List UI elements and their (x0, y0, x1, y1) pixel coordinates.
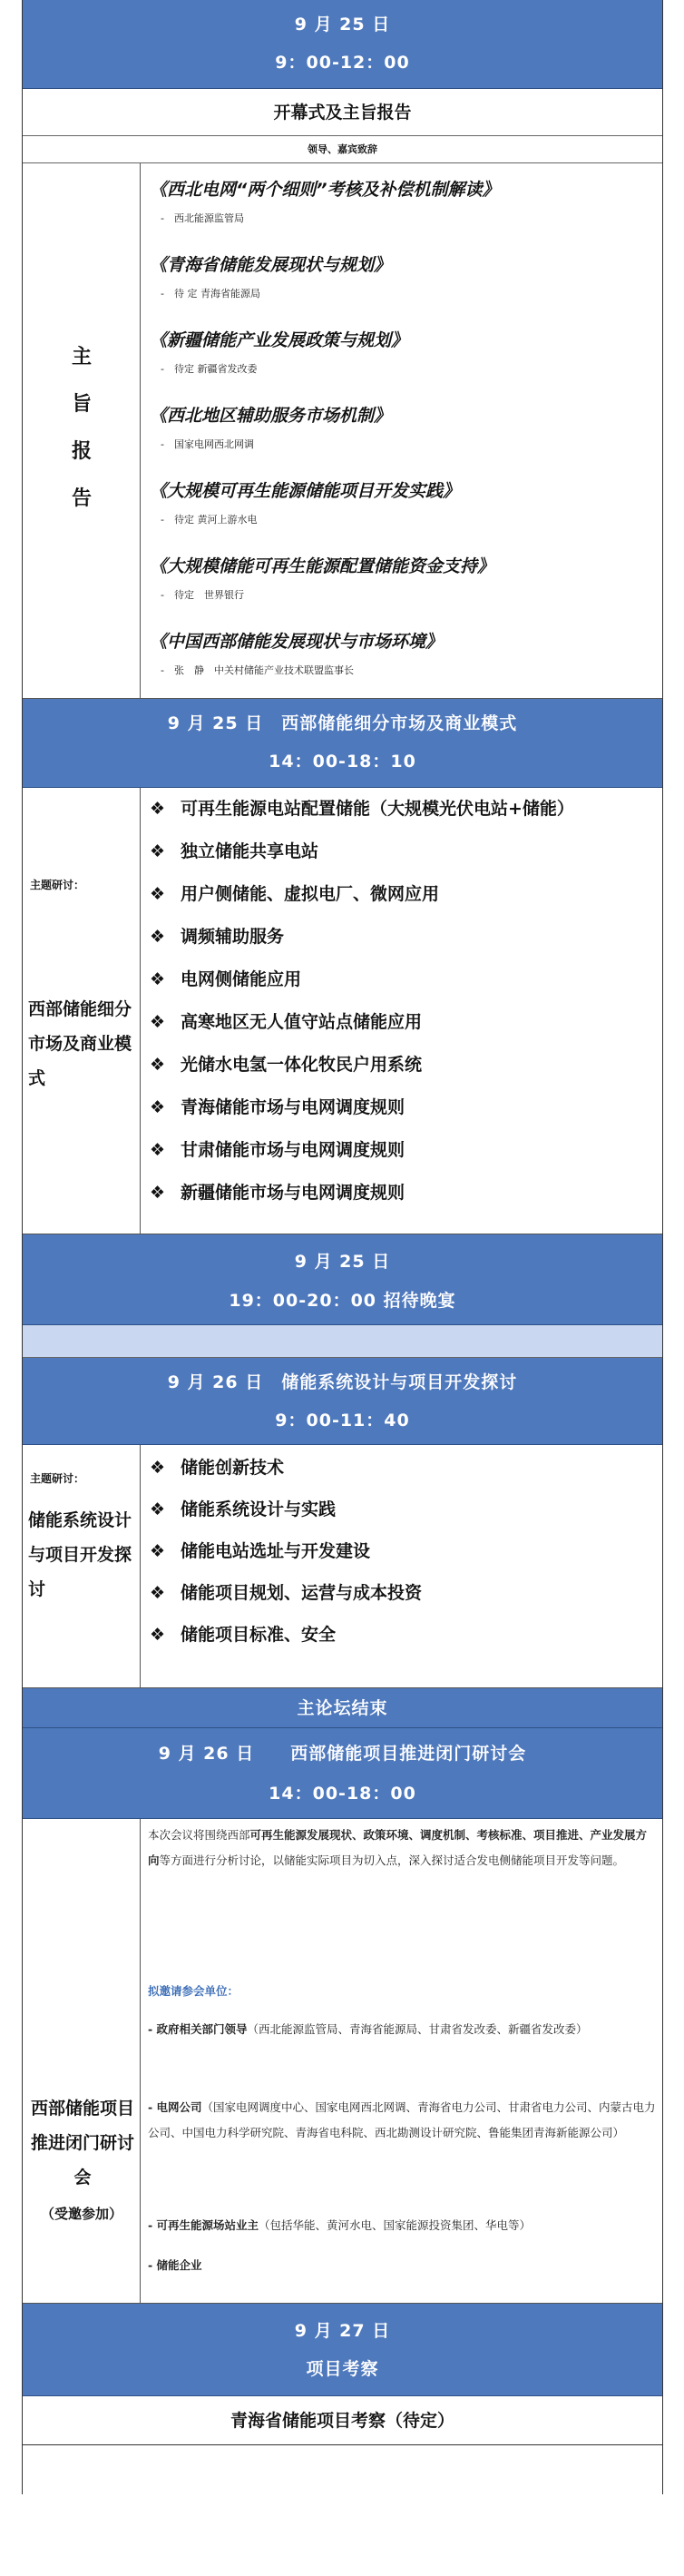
pm1-section (23, 788, 662, 1234)
day2-time: 9：00-11：40 (275, 1411, 410, 1431)
day2-topic-title: 储能系统设计与项目开发探讨 (28, 1510, 132, 1599)
pm1-item: ❖ 新疆储能市场与电网调度规则 (150, 1183, 406, 1203)
opening-subtitle: 领导、嘉宾致辞 (308, 143, 377, 155)
bullet-icon: ❖ (150, 1458, 166, 1478)
pm2-title: 9 月 26 日 西部储能项目推进闭门研讨会 (158, 1744, 527, 1764)
day3-title: 项目考察 (306, 2359, 379, 2379)
pm2-invitee: - 政府相关部门领导（西北能源监管局、青海省能源局、甘肃省发改委、新疆省发改委） (148, 2022, 588, 2036)
day2-item: ❖ 储能电站选址与开发建设 (150, 1541, 371, 1561)
day2-title: 9 月 26 日 储能系统设计与项目开发探讨 (167, 1372, 518, 1392)
pm1-list (141, 788, 662, 1234)
bullet-icon: ❖ (150, 1012, 166, 1032)
day3-date: 9 月 27 日 (294, 2321, 391, 2341)
pm2-invite-title: 拟邀请参会单位： (148, 1984, 239, 1998)
talk-speaker: - 待定 黄河上游水电 (161, 514, 258, 526)
keynote-section (23, 163, 662, 699)
talk-speaker: - 待 定 青海省能源局 (161, 288, 260, 300)
talk-4 (150, 402, 391, 451)
bullet-icon: ❖ (150, 1541, 166, 1561)
pm1-item: ❖ 独立储能共享电站 (150, 841, 319, 861)
pm2-content (141, 1819, 662, 2303)
day2-item: ❖ 储能创新技术 (150, 1458, 285, 1478)
day2-item: ❖ 储能项目标准、安全 (150, 1625, 337, 1645)
bullet-icon: ❖ (150, 1583, 166, 1603)
pm1-label-cell (23, 788, 141, 1234)
talk-title: 《西北地区辅助服务市场机制》 (150, 406, 392, 426)
talk-speaker: - 待定 世界银行 (161, 589, 244, 601)
day1-date: 9 月 25 日 (294, 15, 391, 34)
pm2-section (23, 1819, 662, 2304)
pm1-item: ❖ 高寒地区无人值守站点储能应用 (150, 1012, 423, 1032)
pm1-item: ❖ 调频辅助服务 (150, 927, 285, 947)
pm1-item: ❖ 甘肃储能市场与电网调度规则 (150, 1140, 406, 1160)
pm2-invitee: - 可再生能源场站业主（包括华能、黄河水电、国家能源投资集团、华电等） (148, 2218, 532, 2232)
day3-detail: 青海省储能项目考察（待定） (230, 2411, 454, 2431)
keynote-list (141, 163, 662, 698)
keynote-label-cell (23, 163, 141, 698)
day1-header (23, 0, 662, 89)
talk-2 (150, 251, 391, 300)
talk-speaker: - 西北能源监管局 (161, 212, 244, 224)
day2-list (141, 1445, 662, 1687)
talk-title: 《大规模储能可再生能源配置储能资金支持》 (150, 556, 495, 576)
day2-topic-label: 主题研讨： (30, 1472, 85, 1485)
talk-3 (150, 327, 408, 376)
pm1-item: ❖ 可再生能源电站配置储能（大规模光伏电站+储能） (150, 799, 574, 819)
day2-item: ❖ 储能项目规划、运营与成本投资 (150, 1583, 423, 1603)
day3-detail-bar (23, 2396, 662, 2445)
day2-section (23, 1445, 662, 1688)
evening-header (23, 1234, 662, 1325)
talk-speaker: - 国家电网西北网调 (161, 438, 254, 450)
bullet-icon: ❖ (150, 799, 166, 819)
bullet-icon: ❖ (150, 1625, 166, 1645)
talk-title: 《大规模可再生能源储能项目开发实践》 (150, 481, 461, 501)
pm1-item: ❖ 用户侧储能、虚拟电厂、微网应用 (150, 884, 440, 904)
day1-time: 9：00-12：00 (275, 53, 410, 73)
bullet-icon: ❖ (150, 1499, 166, 1519)
day3-header (23, 2304, 662, 2396)
pm1-title: 9 月 25 日 西部储能细分市场及商业模式 (167, 713, 518, 733)
talk-6 (150, 553, 494, 602)
bullet-icon: ❖ (150, 927, 166, 947)
pm2-intro: 本次会议将围绕西部可再生能源发展现状、政策环境、调度机制、考核标准、项目推进、产业发展方向等方面进行分析讨论，以储能实际项目为切入点，深入探讨适合发电侧储能项目开发等问题。 (148, 1828, 648, 1867)
pm2-label-cell (23, 1819, 141, 2303)
pm2-time: 14：00-18：00 (269, 1784, 416, 1804)
talk-5 (150, 477, 460, 526)
opening-sub-bar (23, 136, 662, 163)
talk-7 (150, 628, 443, 677)
pm1-item: ❖ 电网侧储能应用 (150, 969, 302, 989)
pm2-header (23, 1728, 662, 1819)
talk-title: 《新疆储能产业发展政策与规划》 (150, 330, 409, 350)
talk-speaker: - 待定 新疆省发改委 (161, 363, 258, 375)
talk-1 (150, 176, 499, 225)
evening-time: 19：00-20：00 招待晚宴 (229, 1291, 456, 1311)
pm1-header (23, 699, 662, 788)
talk-title: 《中国西部储能发展现状与市场环境》 (150, 632, 444, 652)
day2-label-cell (23, 1445, 141, 1687)
bullet-icon: ❖ (150, 1055, 166, 1075)
bullet-icon: ❖ (150, 841, 166, 861)
pm1-topic-title: 西部储能细分市场及商业模式 (28, 999, 132, 1088)
spacer-bar (23, 1325, 662, 1358)
pm1-topic-label: 主题研讨： (30, 879, 85, 891)
bullet-icon: ❖ (150, 1183, 166, 1203)
pm1-item: ❖ 光储水电氢一体化牧民户用系统 (150, 1055, 423, 1075)
day2-item: ❖ 储能系统设计与实践 (150, 1499, 337, 1519)
pm2-left-title: 西部储能项目推进闭门研讨会 (30, 2099, 134, 2188)
talk-speaker: - 张 静 中关村储能产业技术联盟监事长 (161, 664, 354, 676)
pm2-invitee: - 电网公司（国家电网调度中心、国家电网西北网调、青海省电力公司、甘肃省电力公司、内蒙古电力公司、中国电力科学研究院、青海省电科院、西北勘测设计研究院、鲁能集团青海新能源公司） (148, 2100, 656, 2139)
bullet-icon: ❖ (150, 1097, 166, 1117)
agenda-table (22, 0, 663, 2494)
bullet-icon: ❖ (150, 884, 166, 904)
talk-title: 《青海省储能发展现状与规划》 (150, 255, 392, 275)
closing-bar (23, 1688, 662, 1728)
bullet-icon: ❖ (150, 1140, 166, 1160)
opening-title: 开幕式及主旨报告 (273, 103, 412, 123)
pm1-time: 14：00-18：10 (269, 752, 416, 772)
keynote-label: 主 旨 报 告 (71, 346, 92, 510)
day2-header (23, 1358, 662, 1445)
bullet-icon: ❖ (150, 969, 166, 989)
opening-bar (23, 89, 662, 136)
talk-title: 《西北电网“两个细则”考核及补偿机制解读》 (150, 180, 500, 200)
evening-date: 9 月 25 日 (294, 1252, 391, 1272)
pm1-item: ❖ 青海储能市场与电网调度规则 (150, 1097, 406, 1117)
closing-text: 主论坛结束 (297, 1698, 388, 1718)
pm2-left-note: （受邀参加） (40, 2206, 122, 2222)
pm2-invitee: - 储能企业 (148, 2258, 202, 2272)
